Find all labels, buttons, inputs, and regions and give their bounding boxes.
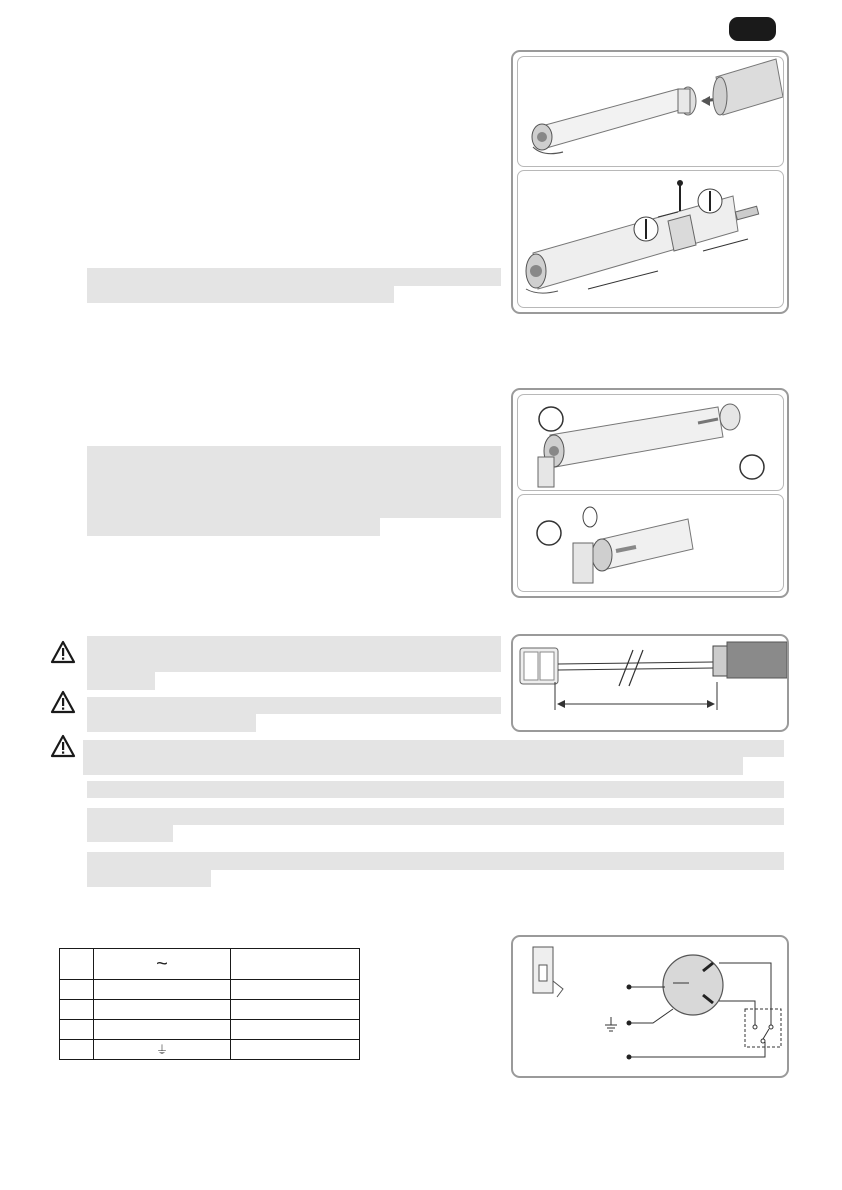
table-row: [60, 980, 360, 1000]
table-header-ac: [94, 949, 231, 980]
warning-highlight-3b: [83, 757, 743, 775]
note-highlight-2b: [87, 518, 380, 536]
warning-highlight-1a: [87, 636, 501, 672]
table-row: [60, 1000, 360, 1020]
figure-panel-screw-fixing: [517, 170, 784, 308]
table-cell-value: [231, 1020, 360, 1040]
table-cell-index: [60, 1000, 94, 1020]
wiring-table-header: [60, 949, 360, 980]
wiring-table: [59, 948, 360, 1060]
table-cell-value: [231, 980, 360, 1000]
note-highlight-4a: [87, 808, 784, 825]
warning-highlight-3a: [83, 740, 784, 757]
table-row: [60, 1040, 360, 1060]
language-badge: [729, 17, 776, 41]
note-highlight-1b: [87, 286, 394, 303]
figure-tube-assembly: [511, 50, 789, 314]
table-cell-index: [60, 1040, 94, 1060]
note-highlight-5b: [87, 870, 211, 887]
table-row: [60, 1020, 360, 1040]
note-highlight-1a: [87, 268, 501, 286]
note-highlight-2a: [87, 446, 501, 518]
warning-triangle-icon: [50, 734, 76, 758]
warning-triangle-icon: [50, 690, 76, 714]
table-cell-ground: ⏚: [94, 1040, 231, 1060]
table-cell-index: [60, 1020, 94, 1040]
figure-bracket-mounting: [511, 388, 789, 598]
table-cell-value: [231, 1000, 360, 1020]
figure-cable-length: [511, 634, 789, 732]
note-highlight-5a: [87, 852, 784, 870]
warning-highlight-2b: [87, 714, 256, 732]
warning-highlight-2a: [87, 697, 501, 714]
table-header-value: [231, 949, 360, 980]
figure-panel-bracket-insert: [517, 394, 784, 491]
warning-highlight-1b: [87, 672, 155, 690]
warning-triangle-icon: [50, 640, 76, 664]
note-highlight-3: [87, 781, 784, 798]
figure-panel-adapter-insert: [517, 56, 784, 167]
figure-wiring-diagram: [511, 935, 789, 1078]
table-cell-index: [60, 980, 94, 1000]
note-highlight-4b: [87, 825, 173, 842]
figure-panel-clip-lock: [517, 494, 784, 592]
ac-symbol-icon: ~: [156, 953, 168, 975]
table-cell-symbol: [94, 1000, 231, 1020]
table-header-index: [60, 949, 94, 980]
table-cell-symbol: [94, 1020, 231, 1040]
table-cell-value: [231, 1040, 360, 1060]
table-cell-symbol: [94, 980, 231, 1000]
